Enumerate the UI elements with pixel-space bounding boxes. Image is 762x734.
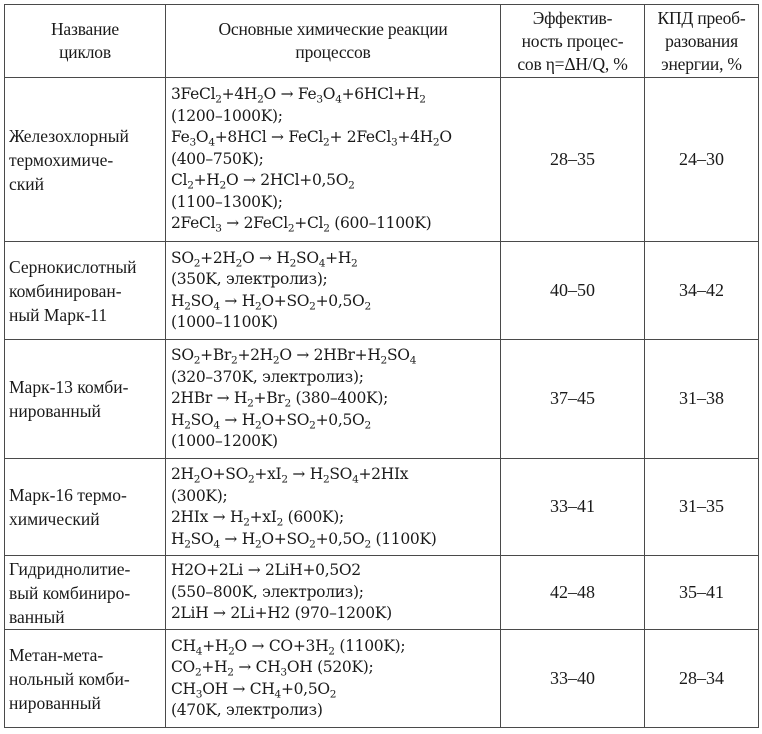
table-row	[5, 459, 759, 556]
reaction-line: $Cl_2+H_2O \to 2HCl+0,5O_2$	[171, 171, 355, 192]
efficiency-cell: 28–35	[501, 78, 645, 242]
reaction-line: $H_2SO_4 \to H_2O+SO_2+0,5O_2$	[171, 291, 371, 313]
reaction-line: (550–800K, электролиз);	[171, 582, 364, 601]
cycle-name-line: термохимиче-	[9, 149, 114, 170]
reaction-line: $H_2SO_4 \to H_2O+SO_2+0,5O_2$	[171, 410, 371, 432]
header-text-line: ность процес-	[521, 30, 624, 51]
cycle-name-line: Железохлорный	[9, 125, 129, 146]
cycle-name-line: нольный комби-	[9, 668, 130, 689]
reaction-line: $Fe_3O_4+8HCl$ → FeCl$_2$+ $2FeCl_3+4H_2O$	[171, 128, 452, 149]
header-text-line: Название	[50, 19, 119, 39]
reaction-line: (1000–1200K)	[171, 432, 278, 451]
reactions-cell	[166, 340, 501, 459]
reactions-cell	[166, 459, 501, 556]
cycle-name-line: ский	[9, 173, 44, 194]
reaction-line: $CO_2+H_2 \to CH_3OH$ (520K);	[171, 658, 374, 679]
reaction-line: $H_2SO_4 \to H_2O+SO_2+0,5O_2$ (1100K)	[171, 529, 437, 551]
cycle-name-line: Сернокислотный	[9, 256, 137, 277]
reaction-line: (1000–1100K)	[171, 313, 278, 331]
cycle-name-cell	[5, 242, 166, 340]
cycle-name-cell	[5, 556, 166, 630]
cycle-name-line: Марк-13 комби-	[9, 377, 129, 397]
header-text-line: КПД преоб-	[657, 7, 746, 28]
cycle-name-line: Гидриднолитие-	[9, 558, 131, 579]
reaction-line: $SO_2+Br_2+2H_2O \to 2HBr+H_2SO_4$	[171, 346, 417, 367]
header-text-line: процессов	[295, 42, 371, 62]
table-row	[5, 340, 759, 459]
cycle-name-line: Марк-16 термо-	[9, 485, 127, 505]
reaction-line: $CH_3OH \to CH_4+0,5O_2$	[171, 679, 337, 701]
header-text-line: разования	[665, 30, 738, 51]
table-row	[5, 630, 759, 728]
header-efficiency	[501, 5, 645, 78]
cycle-name-cell	[5, 78, 166, 242]
cycle-name-cell	[5, 630, 166, 728]
efficiency-cell: 42–48	[501, 556, 645, 630]
reaction-line: H2O+2Li → 2LiH+0,5O2	[171, 561, 361, 580]
efficiency-cell: 33–41	[501, 459, 645, 556]
cycle-name-line: нированный	[9, 401, 101, 421]
cycle-name-line: химический	[9, 509, 100, 529]
kpd-cell: 28–34	[645, 630, 759, 728]
reaction-line: (470K, электролиз)	[171, 701, 323, 719]
reactions-cell	[166, 556, 501, 630]
header-kpd	[645, 5, 759, 78]
thermochemical-cycles-table	[4, 4, 759, 728]
reaction-line: (1200–1000K);	[171, 106, 283, 125]
cycle-name-line: нированный	[9, 692, 101, 713]
cycle-name-line: Метан-мета-	[9, 644, 104, 665]
table-row	[5, 78, 759, 242]
reaction-line: (400–750K);	[171, 149, 264, 168]
reaction-line: $3FeCl_2+4H_2O \to Fe_3O_4+6HCl+H_2$	[171, 85, 426, 106]
cycle-name-cell	[5, 459, 166, 556]
reaction-line: 2FeCl$_3$ → $2FeCl_2+Cl_2$ (600–1100K)	[171, 214, 432, 235]
reaction-line: (320–370K, электролиз);	[171, 367, 364, 386]
table-row	[5, 242, 759, 340]
header-text-line: Эффектив-	[532, 7, 613, 28]
header-row	[5, 5, 759, 78]
kpd-cell: 31–38	[645, 340, 759, 459]
reaction-line: $2HIx \to H_2+xI_2$ (600K);	[171, 508, 344, 529]
reaction-line: (1100–1300K);	[171, 192, 283, 211]
cycle-name-cell	[5, 340, 166, 459]
reaction-line: (300K);	[171, 486, 228, 505]
reaction-line: $SO_2+2H_2O \to H_2SO_4+H_2$	[171, 248, 358, 270]
cycle-name-line: ванный	[9, 606, 65, 627]
reaction-line: $CH_4+H_2O \to CO+3H_2$ (1100K);	[171, 636, 406, 658]
header-text-line: сов η=ΔH/Q, %	[517, 53, 628, 74]
header-text-line: энергии, %	[661, 53, 742, 74]
efficiency-cell: 37–45	[501, 340, 645, 459]
header-text-line: циклов	[59, 42, 111, 62]
kpd-cell: 24–30	[645, 78, 759, 242]
cycle-name-line: комбинирован-	[9, 280, 122, 301]
reaction-line: $2H_2O+SO_2+xI_2 \to H_2SO_4+2HIx$	[171, 465, 409, 486]
table-row	[5, 556, 759, 630]
efficiency-cell: 33–40	[501, 630, 645, 728]
kpd-cell: 35–41	[645, 556, 759, 630]
reactions-cell	[166, 630, 501, 728]
reactions-cell	[166, 78, 501, 242]
reactions-cell	[166, 242, 501, 340]
reaction-line: $2HBr \to H_2+Br_2$ (380–400K);	[171, 389, 388, 410]
efficiency-cell: 40–50	[501, 242, 645, 340]
header-cycle-name	[5, 5, 166, 78]
header-reactions	[166, 5, 501, 78]
cycle-name-line: ный Марк-11	[9, 304, 108, 325]
cycle-name-line: вый комбиниро-	[9, 582, 131, 603]
kpd-cell: 34–42	[645, 242, 759, 340]
reaction-line: 2LiH → 2Li+H2 (970–1200K)	[171, 604, 392, 623]
header-text-line: Основные химические реакции	[218, 19, 448, 39]
reaction-line: (350K, электролиз);	[171, 270, 328, 288]
kpd-cell: 31–35	[645, 459, 759, 556]
